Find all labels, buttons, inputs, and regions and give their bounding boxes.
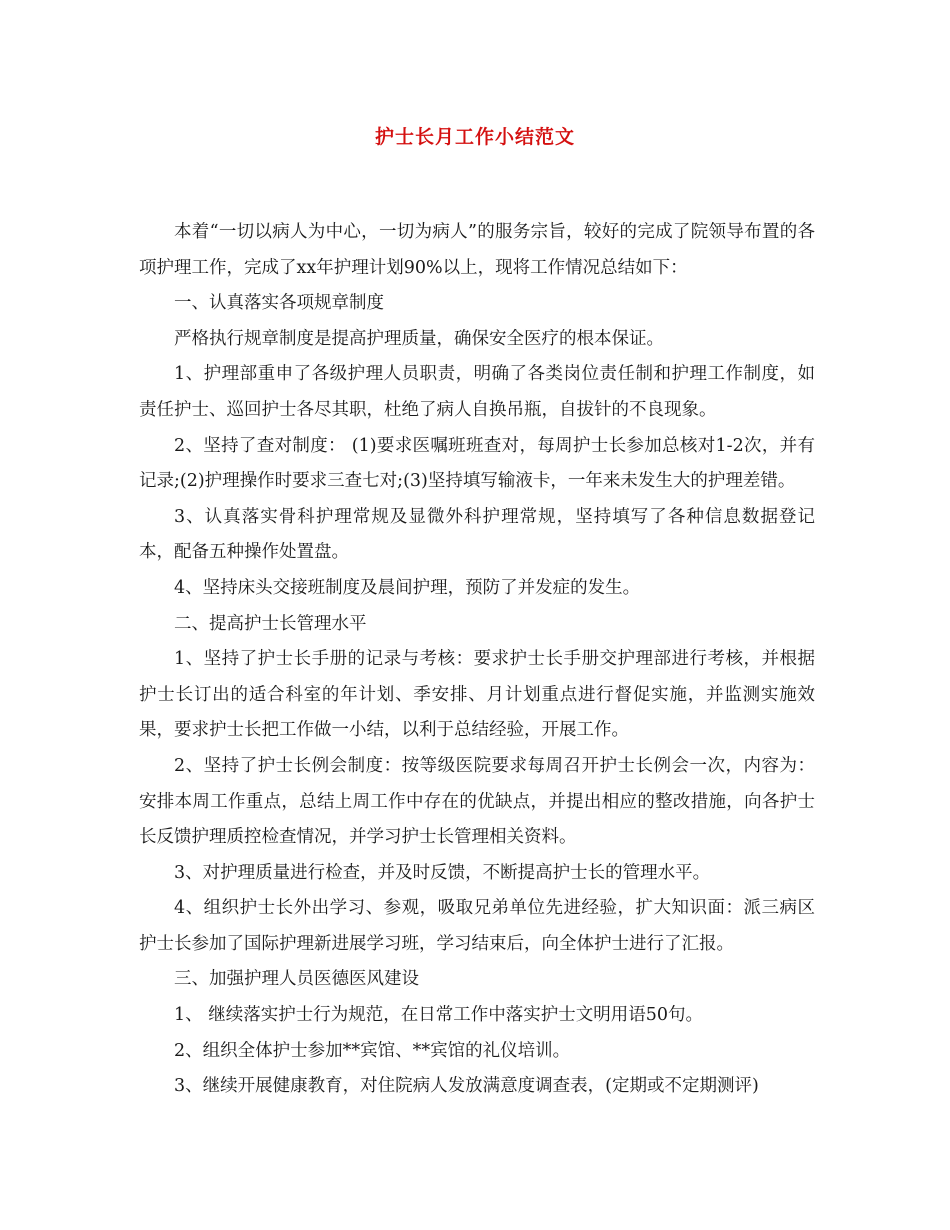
document-body: [139, 215, 815, 1105]
list-item: 3、认真落实骨科护理常规及显微外科护理常规，坚持填写了各种信息数据登记本，配备五种操作处置盘。: [139, 506, 815, 563]
list-item: 3、继续开展健康教育，对住院病人发放满意度调查表，(定期或不定期测评): [174, 1076, 759, 1097]
document-title: 护士长月工作小结范文: [374, 126, 575, 148]
list-item: 2、组织全体护士参加**宾馆、**宾馆的礼仪培训。: [174, 1040, 571, 1061]
list-item: 1、坚持了护士长手册的记录与考核：要求护士长手册交护理部进行考核，并根据护士长订出的适合科室的年计划、季安排、月计划重点进行督促实施，并监测实施效果，要求护士长把工作做一小结，以利于总结经验，开展工作。: [139, 649, 815, 741]
section-heading-1: 一、认真落实各项规章制度: [174, 293, 384, 314]
list-item: 2、坚持了护士长例会制度：按等级医院要求每周召开护士长例会一次，内容为：安排本周工作重点，总结上周工作中存在的优缺点，并提出相应的整改措施，向各护士长反馈护理质控检查情况，并学习护士长管理相关资料。: [139, 755, 815, 848]
list-item: 3、对护理质量进行检查，并及时反馈，不断提高护士长的管理水平。: [174, 862, 711, 883]
paragraph-intro: 本着“一切以病人为中心，一切为病人”的服务宗旨，较好的完成了院领导布置的各项护理工作，完成了xx年护理计划90%以上，现将工作情况总结如下：: [139, 222, 815, 278]
section-heading-3: 三、加强护理人员医德医风建设: [174, 969, 419, 990]
list-item: 4、坚持床头交接班制度及晨间护理，预防了并发症的发生。: [174, 577, 641, 598]
list-item: 4、组织护士长外出学习、参观，吸取兄弟单位先进经验，扩大知识面：派三病区护士长参加了国际护理新进展学习班，学习结束后，向全体护士进行了汇报。: [139, 898, 815, 954]
list-item: 1、护理部重申了各级护理人员职责，明确了各类岗位责任制和护理工作制度，如责任护士、巡回护士各尽其职，杜绝了病人自换吊瓶，自拔针的不良现象。: [139, 364, 815, 420]
list-item: 2、坚持了查对制度： (1)要求医嘱班班查对，每周护士长参加总核对1-2次，并有记录;(2)护理操作时要求三查七对;(3)坚持填写输液卡，一年来未发生大的护理差错。: [139, 435, 815, 492]
paragraph: 严格执行规章制度是提高护理质量，确保安全医疗的根本保证。: [174, 328, 664, 349]
section-heading-2: 二、提高护士长管理水平: [174, 613, 367, 634]
list-item: 1、 继续落实护士行为规范，在日常工作中落实护士文明用语50句。: [174, 1005, 703, 1026]
